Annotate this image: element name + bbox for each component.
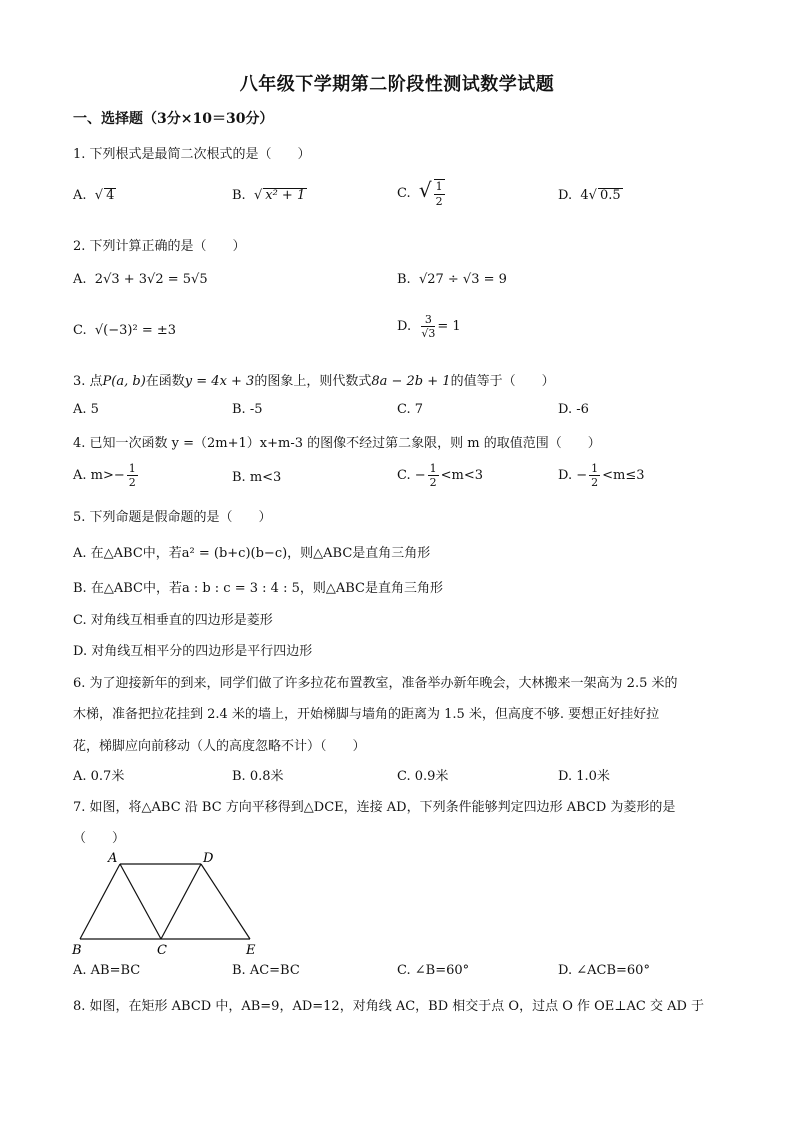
question-6-line-3: 花，梯脚应向前移动（人的高度忽略不计）（ ）	[73, 739, 366, 754]
question-5-stem: 5. 下列命题是假命题的是（ ）	[73, 510, 272, 525]
q7-option-b: B. AC=BC	[232, 963, 300, 978]
question-6-line-1: 6. 为了迎接新年的到来，同学们做了许多拉花布置教室，准备举办新年晚会，大林搬来一架高为 2.5 米的	[73, 676, 678, 691]
q1-option-d: D. 4√ 0.5	[558, 188, 621, 203]
segment-ab	[80, 864, 120, 939]
q6-option-b: B. 0.8米	[232, 769, 284, 784]
q5-option-d: D. 对角线互相平分的四边形是平行四边形	[73, 644, 313, 659]
q1-option-b: B. √ x² + 1	[232, 188, 306, 203]
label-d: D	[203, 851, 214, 866]
section-heading: 一、选择题（3分×10＝30分）	[73, 111, 274, 127]
q3-option-c: C. 7	[397, 402, 424, 417]
q2-option-d: D. $\frac{3}{√3}$ = 1	[397, 313, 461, 341]
question-6-line-2: 木梯，准备把拉花挂到 2.4 米的墙上，开始梯脚与墙角的距离为 1.5 米，但高度不够. 要想正好挂好拉	[73, 707, 660, 722]
question-7-line-1: 7. 如图，将△ABC 沿 BC 方向平移得到△DCE，连接 AD，下列条件能够判定四边形 ABCD 为菱形的是	[73, 800, 676, 815]
question-3-stem: 3. 点P(a, b)在函数y = 4x + 3的图象上，则代数式8a − 2b + 1的值等于（ ）	[73, 374, 555, 389]
question-8-line-1: 8. 如图，在矩形 ABCD 中，AB=9，AD=12，对角线 AC，BD 相交于点 O，过点 O 作 OE⊥AC 交 AD 于	[73, 999, 705, 1014]
q4-option-d: D. − $\frac{1}{2}$ <m≤3	[558, 462, 645, 490]
q2-option-a: A. 2√3 + 3√2 = 5√5	[73, 272, 208, 287]
q6-option-a: A. 0.7米	[73, 769, 125, 784]
q6-option-d: D. 1.0米	[558, 769, 610, 784]
q4-option-c: C. − $\frac{1}{2}$ <m<3	[397, 462, 484, 490]
q3-option-d: D. -6	[558, 402, 589, 417]
q4-option-a: A. m>− $\frac{1}{2}$	[73, 462, 136, 490]
page-title: 八年级下学期第二阶段性测试数学试题	[239, 74, 555, 95]
q2-option-b: B. √27 ÷ √3 = 9	[397, 272, 507, 287]
q5-option-b: B. 在△ABC中，若a : b : c = 3 : 4 : 5，则△ABC是直角三角形	[73, 581, 443, 596]
q3-option-b: B. -5	[232, 402, 263, 417]
question-4-stem: 4. 已知一次函数 y =（2m+1）x+m-3 的图像不经过第二象限，则 m 的取值范围（ ）	[73, 436, 601, 451]
q7-figure	[70, 848, 270, 958]
q1-option-c: C. √ $\frac{1}{2}$	[397, 178, 443, 208]
question-7-line-2: （ ）	[73, 831, 126, 846]
segment-dc	[161, 864, 201, 939]
q6-option-c: C. 0.9米	[397, 769, 449, 784]
q2-option-c: C. √(−3)² = ±3	[73, 323, 177, 338]
question-1-stem: 1. 下列根式是最简二次根式的是（ ）	[73, 147, 311, 162]
segment-ac	[120, 864, 161, 939]
q5-option-c: C. 对角线互相垂直的四边形是菱形	[73, 613, 273, 628]
q7-option-c: C. ∠B=60°	[397, 963, 470, 978]
q1-option-a: A. √ 4	[73, 188, 115, 203]
q3-option-a: A. 5	[73, 402, 99, 417]
q7-option-d: D. ∠ACB=60°	[558, 963, 650, 978]
q5-option-a: A. 在△ABC中，若a² = (b+c)(b−c)，则△ABC是直角三角形	[73, 546, 431, 561]
question-2-stem: 2. 下列计算正确的是（ ）	[73, 239, 246, 254]
q7-option-a: A. AB=BC	[73, 963, 141, 978]
segment-de	[201, 864, 250, 939]
label-b: B	[72, 943, 82, 958]
q4-option-b: B. m<3	[232, 470, 282, 485]
label-a: A	[108, 851, 118, 866]
label-c: C	[157, 943, 167, 958]
label-e: E	[246, 943, 256, 958]
